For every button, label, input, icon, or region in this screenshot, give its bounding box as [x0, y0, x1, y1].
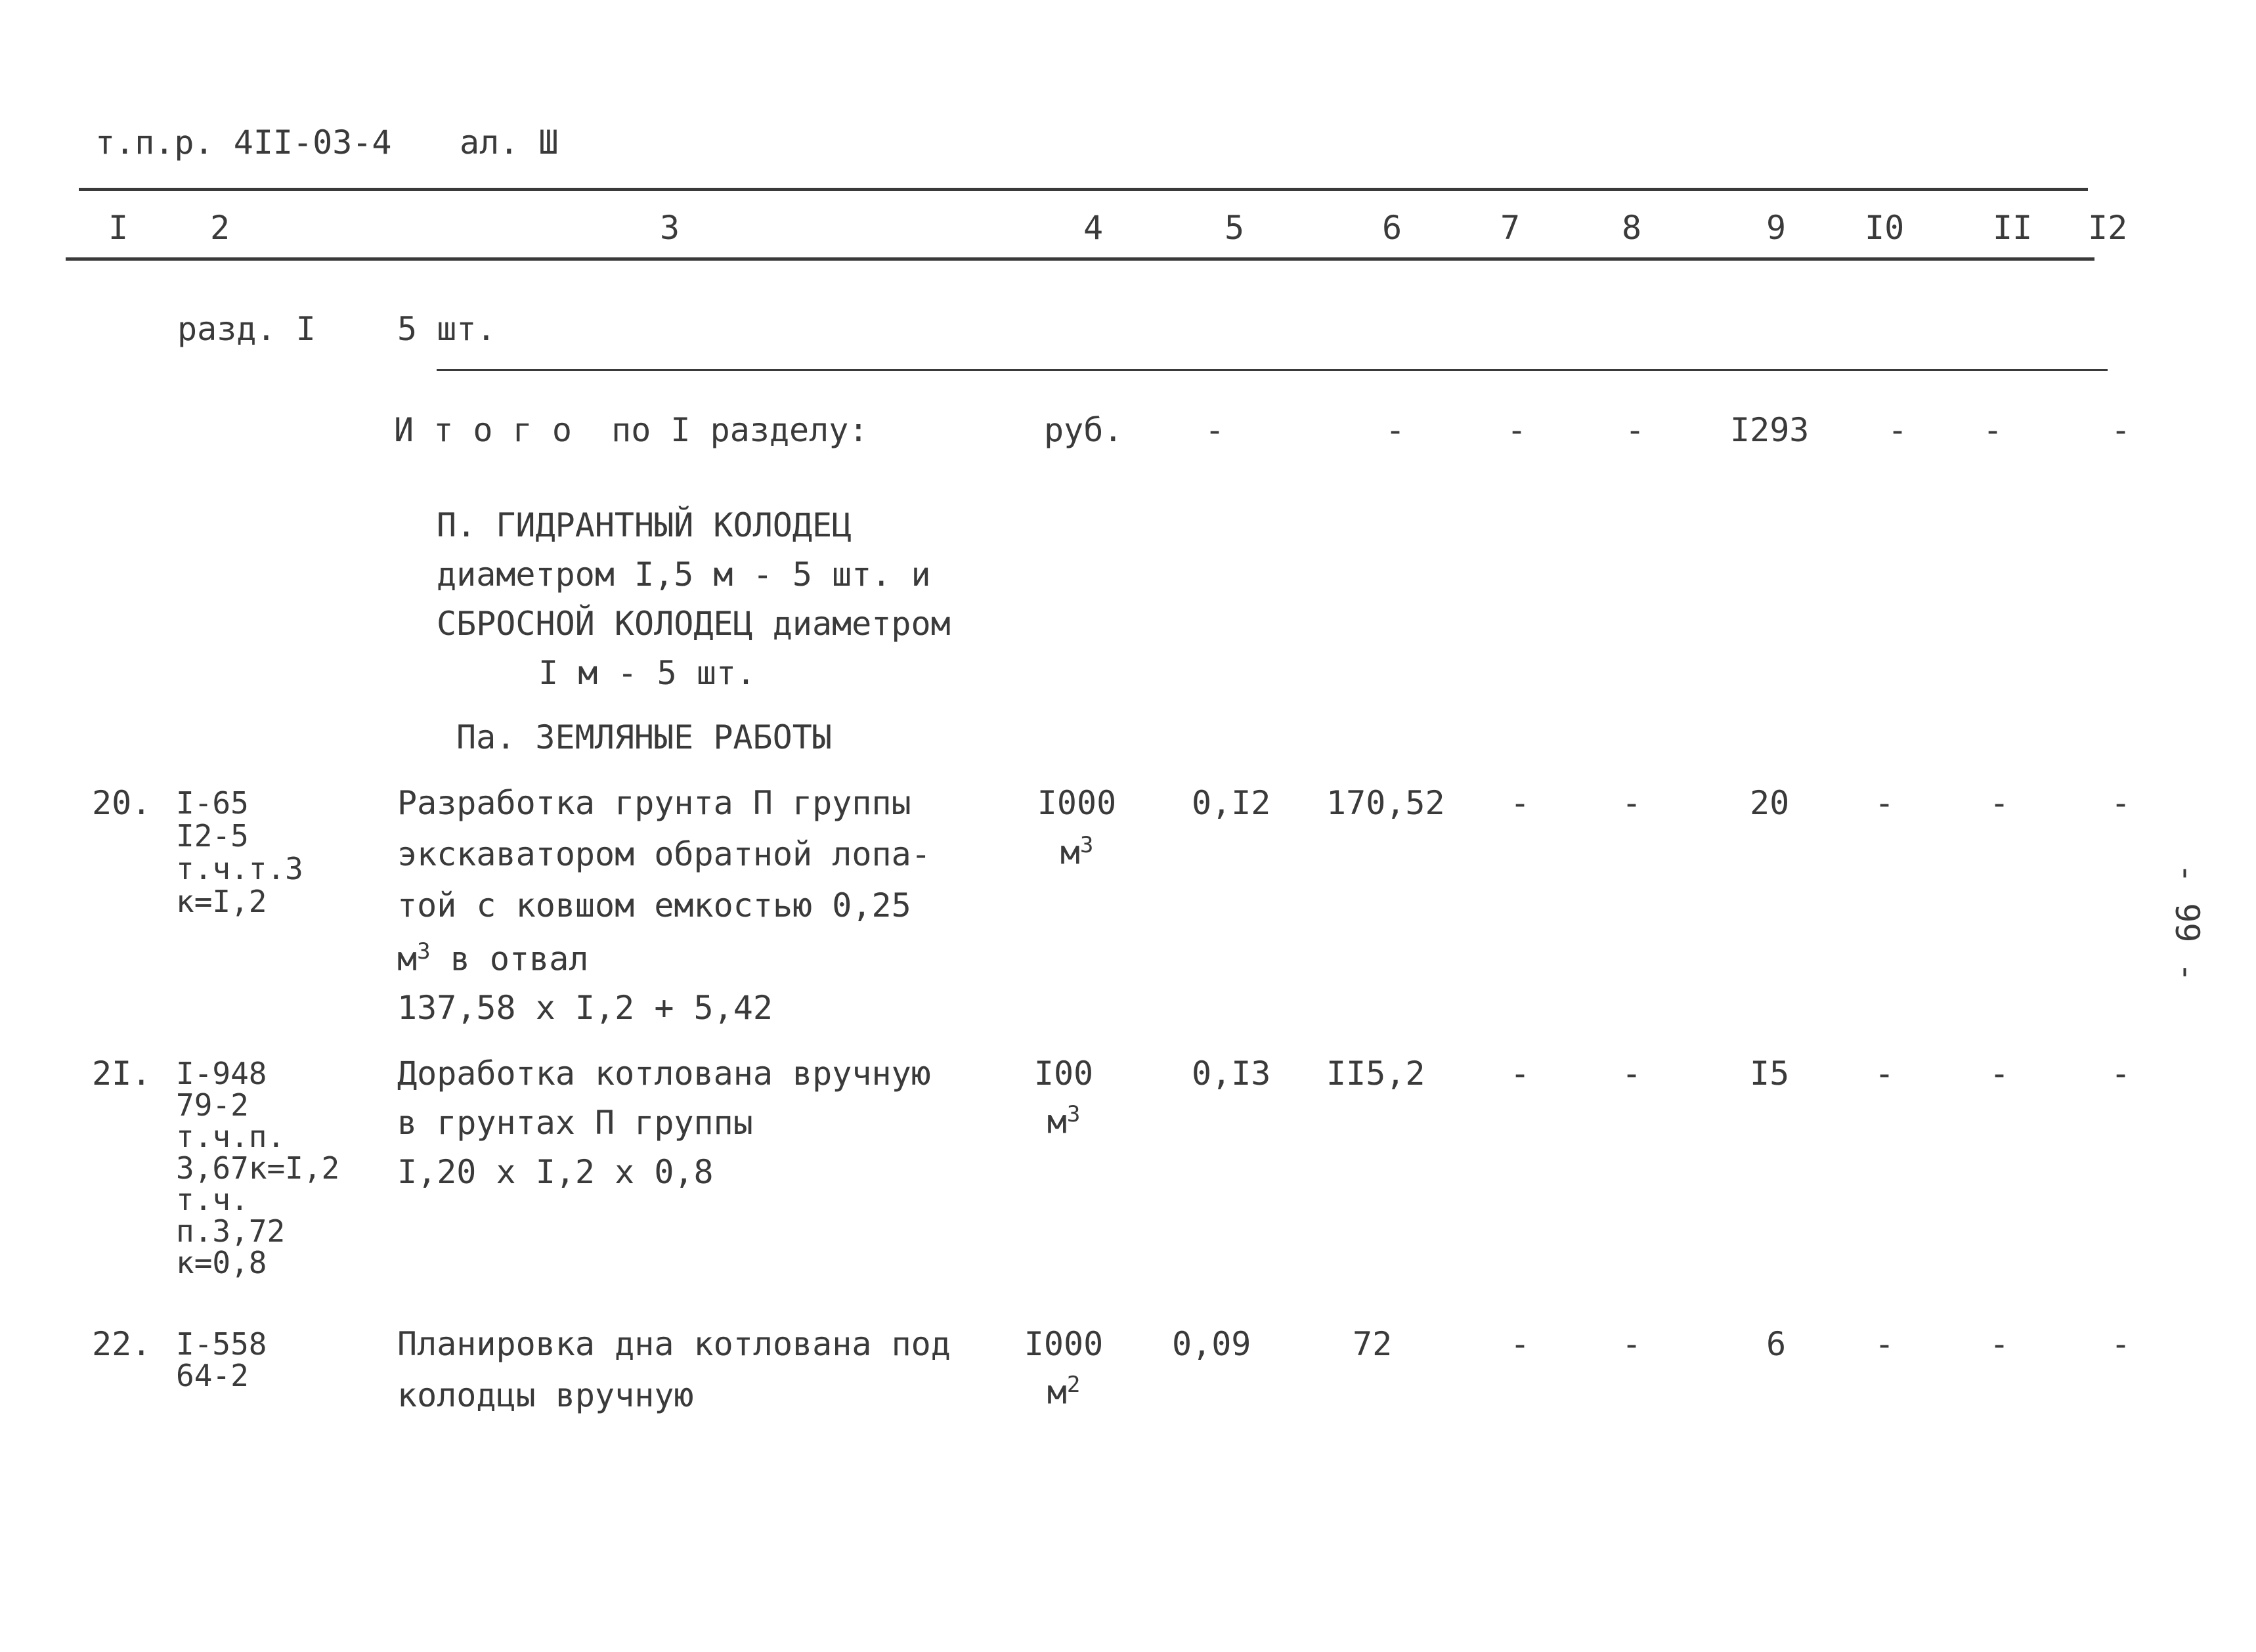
column-number: 9: [1766, 209, 1787, 247]
total-col8: -: [1625, 411, 1645, 449]
total-col10: -: [1888, 411, 1908, 449]
section-heading-line: П. ГИДРАНТНЫЙ КОЛОДЕЦ: [437, 506, 852, 544]
row-description-text: в отвал: [430, 940, 589, 978]
row-unit-superscript: 2: [1066, 1372, 1081, 1398]
column-number: 5: [1225, 209, 1245, 247]
page-number: - 99 -: [2168, 863, 2206, 982]
column-number: 8: [1622, 209, 1642, 247]
row-code-line: I-558: [176, 1326, 267, 1362]
total-col7: -: [1507, 411, 1527, 449]
row-unit-numerator: I000: [1037, 784, 1117, 822]
column-number: 3: [660, 209, 680, 247]
column-number: II: [1993, 209, 2033, 247]
row-code-line: т.ч.: [176, 1182, 249, 1217]
row-col5: 0,09: [1172, 1325, 1251, 1363]
total-col12: -: [2111, 411, 2131, 449]
total-col9: I293: [1730, 411, 1810, 449]
row-col7: -: [1510, 784, 1530, 822]
album-number: ал. Ш: [460, 123, 559, 162]
column-number: 6: [1382, 209, 1402, 247]
column-number: I2: [2088, 209, 2128, 247]
document-reference: т.п.р. 4II-03-4: [95, 123, 392, 162]
row-col5: 0,I3: [1192, 1054, 1271, 1093]
row-unit-superscript: 3: [1079, 832, 1094, 858]
column-number: 2: [210, 209, 230, 247]
row-code-line: 64-2: [176, 1358, 249, 1393]
row-unit-denominator: [1024, 832, 1129, 872]
row-unit-denominator: [1011, 1103, 1116, 1139]
row-description-line: в грунтах П группы: [397, 1104, 753, 1142]
header-rule-bottom: [66, 257, 2094, 261]
row-code-line: I-948: [176, 1056, 267, 1091]
row-code-line: I2-5: [176, 818, 249, 854]
section-heading-line: СБРОСНОЙ КОЛОДЕЦ диаметром: [437, 605, 951, 643]
column-number: 7: [1500, 209, 1521, 247]
section-heading-line: диаметром I,5 м - 5 шт. и: [437, 555, 931, 594]
row-col11: -: [1989, 1054, 2010, 1093]
section-quantity: 5 шт.: [397, 310, 496, 348]
row-description-line: экскаватором обратной лопа-: [397, 835, 931, 873]
total-col5: -: [1205, 411, 1225, 449]
row-col11: -: [1989, 784, 2010, 822]
row-col9: 20: [1750, 784, 1790, 822]
row-col8: -: [1622, 1325, 1642, 1363]
section-total-rule: [437, 369, 2108, 371]
total-unit: руб.: [1044, 411, 1123, 449]
row-unit-text: м: [1047, 1373, 1067, 1412]
row-code-line: 3,67к=I,2: [176, 1150, 340, 1186]
row-col8: -: [1622, 1054, 1642, 1093]
row-code-line: п.3,72: [176, 1213, 286, 1249]
row-col9: I5: [1750, 1054, 1790, 1093]
total-col6: -: [1385, 411, 1406, 449]
row-col7: -: [1510, 1325, 1530, 1363]
row-col6: II5,2: [1326, 1054, 1425, 1093]
row-number: 20.: [92, 784, 152, 822]
row-col6: 170,52: [1326, 784, 1445, 822]
row-code-line: 79-2: [176, 1087, 249, 1123]
row-description-line: той с ковшом емкостью 0,25: [397, 886, 911, 924]
header-rule-top: [79, 188, 2088, 191]
row-description-line: Разработка грунта П группы: [397, 784, 911, 822]
row-unit-text: м: [1060, 833, 1080, 872]
row-col12: -: [2111, 784, 2131, 822]
row-col9: 6: [1766, 1325, 1787, 1363]
row-unit-numerator: I000: [1024, 1325, 1104, 1363]
row-col6: 72: [1353, 1325, 1393, 1363]
row-description-line: 137,58 x I,2 + 5,42: [397, 989, 773, 1027]
row-unit-denominator: [1011, 1372, 1116, 1412]
section-heading-line: I м - 5 шт.: [538, 654, 756, 692]
row-col5: 0,I2: [1192, 784, 1271, 822]
row-col12: -: [2111, 1054, 2131, 1093]
row-description-text: м: [397, 940, 418, 978]
row-code-line: т.ч.т.3: [176, 851, 303, 886]
row-description-line: I,20 x I,2 x 0,8: [397, 1153, 714, 1191]
row-col10: -: [1875, 784, 1895, 822]
column-number: I: [108, 209, 129, 247]
total-title: И т о г о по I разделу:: [394, 411, 869, 449]
row-code-line: т.ч.п.: [176, 1119, 286, 1154]
row-description-line: колодцы вручную: [397, 1376, 694, 1414]
row-code-line: к=0,8: [176, 1245, 267, 1280]
column-number: 4: [1083, 209, 1104, 247]
column-number: I0: [1865, 209, 1905, 247]
row-col7: -: [1510, 1054, 1530, 1093]
row-col10: -: [1875, 1054, 1895, 1093]
row-description-superscript: 3: [417, 938, 431, 965]
row-code-line: к=I,2: [176, 884, 267, 919]
row-col11: -: [1989, 1325, 2010, 1363]
row-unit-text: м: [1047, 1102, 1067, 1141]
row-unit-superscript: 3: [1066, 1101, 1081, 1127]
row-number: 22.: [92, 1325, 152, 1363]
section-label: разд. I: [177, 310, 316, 348]
subsection-heading: Па. ЗЕМЛЯНЫЕ РАБОТЫ: [456, 718, 832, 756]
row-col12: -: [2111, 1325, 2131, 1363]
row-code-line: I-65: [176, 785, 249, 821]
row-description-line: Планировка дна котлована под: [397, 1325, 951, 1363]
row-unit-numerator: I00: [1033, 1054, 1094, 1093]
row-description-line: [397, 940, 588, 976]
row-number: 2I.: [92, 1054, 152, 1093]
total-col11: -: [1983, 411, 2003, 449]
row-col10: -: [1875, 1325, 1895, 1363]
row-col8: -: [1622, 784, 1642, 822]
row-description-line: Доработка котлована вручную: [397, 1054, 931, 1093]
